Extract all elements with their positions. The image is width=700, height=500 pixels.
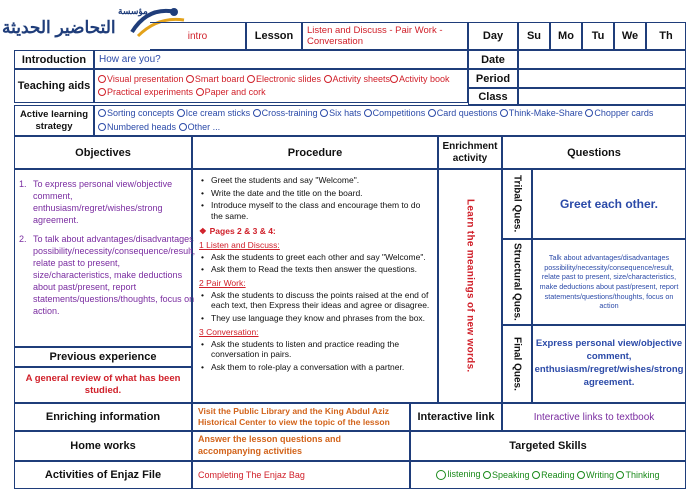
procedure-intro-list bbox=[199, 175, 431, 222]
list-item: • Write the date and the title on the board. bbox=[199, 188, 431, 199]
day-tu: Tu bbox=[582, 22, 614, 50]
circle-icon bbox=[483, 471, 491, 479]
enrichment-text: Learn the meanings of new words. bbox=[464, 199, 476, 373]
section-pair-work: 2 Pair Work: bbox=[199, 277, 246, 288]
list-item: • Ask the students to listen and practice reading the conversation in pairs. bbox=[199, 339, 431, 360]
aid-item: Practical experiments bbox=[98, 86, 196, 99]
period-field[interactable] bbox=[518, 69, 686, 88]
aid-item: Activity sheets bbox=[324, 73, 391, 86]
final-question: Express personal view/objective comment, enthusiasm/regret/wishes/strong agreement. bbox=[532, 325, 686, 403]
structural-label: Structural Ques. bbox=[502, 239, 532, 325]
circle-icon bbox=[98, 123, 106, 131]
pages-heading: ❖ Pages 2 & 3 & 4: bbox=[199, 225, 276, 236]
circle-icon bbox=[247, 75, 255, 83]
day-we: We bbox=[614, 22, 646, 50]
strategy-list bbox=[94, 105, 686, 136]
enrichment-body bbox=[438, 169, 502, 403]
logo-line2: التحاضير الحديثة bbox=[2, 18, 116, 37]
skill-item: Reading bbox=[532, 470, 577, 480]
previous-experience-value: A general review of what has been studied. bbox=[14, 367, 192, 403]
objective-2: 2. To talk about advantages/disadvantages possibility/necessity/consequence/result, relate past to present, size/characteristics, make deductions about past/present, report statements/questions/thoughts, focus on action. bbox=[19, 233, 196, 317]
enjaz-value: Completing The Enjaz Bag bbox=[192, 461, 410, 489]
list-item: • Ask them to Read the texts then answer the questions. bbox=[199, 264, 431, 275]
date-field[interactable] bbox=[518, 50, 686, 69]
tribal-question: Greet each other. bbox=[532, 169, 686, 239]
day-label: Day bbox=[468, 22, 518, 50]
period-label: Period bbox=[468, 69, 518, 88]
circle-icon bbox=[324, 75, 332, 83]
objectives-body bbox=[14, 169, 196, 347]
day-th: Th bbox=[646, 22, 686, 50]
circle-icon bbox=[186, 75, 194, 83]
circle-icon bbox=[428, 109, 436, 117]
enriching-value: Visit the Public Library and the King Abdul Aziz Historical Center to view the topic of the lesson bbox=[192, 403, 410, 431]
strategy-item: Six hats bbox=[320, 107, 364, 121]
strategy-item: Ice cream sticks bbox=[177, 107, 253, 121]
questions-header: Questions bbox=[502, 136, 686, 169]
list-item: • Ask the students to greet each other and say "Welcome". bbox=[199, 252, 431, 263]
lesson-title: Listen and Discuss - Pair Work - Conversation bbox=[302, 22, 468, 50]
partial-title: intro bbox=[150, 22, 246, 50]
procedure-s2-list bbox=[199, 290, 431, 324]
circle-icon bbox=[436, 470, 446, 480]
section-listen-discuss: 1 Listen and Discuss: bbox=[199, 239, 280, 250]
final-label: Final Ques. bbox=[502, 325, 532, 403]
skill-item: Speaking bbox=[483, 470, 532, 480]
aid-item: Smart board bbox=[186, 73, 247, 86]
teaching-aids-label: Teaching aids bbox=[14, 69, 94, 103]
list-item: • They use language they know and phrases from the box. bbox=[199, 313, 431, 324]
circle-icon bbox=[98, 75, 106, 83]
introduction-label: Introduction bbox=[14, 50, 94, 69]
logo-line1: مؤسسة bbox=[118, 6, 148, 16]
day-su: Su bbox=[518, 22, 550, 50]
aid-item: Electronic slides bbox=[247, 73, 324, 86]
circle-icon bbox=[500, 109, 508, 117]
skill-item: Thinking bbox=[616, 470, 659, 480]
teaching-aids-list bbox=[94, 69, 468, 103]
circle-icon bbox=[532, 471, 540, 479]
tribal-label: Tribal Ques. bbox=[502, 169, 532, 239]
strategy-item: Numbered heads bbox=[98, 121, 179, 135]
enrichment-header: Enrichment activity bbox=[438, 136, 502, 169]
strategy-item: Sorting concepts bbox=[98, 107, 177, 121]
strategy-item: Think-Make-Share bbox=[500, 107, 586, 121]
class-label: Class bbox=[468, 88, 518, 105]
previous-experience-label: Previous experience bbox=[14, 347, 192, 367]
procedure-header: Procedure bbox=[192, 136, 438, 169]
circle-icon bbox=[179, 123, 187, 131]
enjaz-label: Activities of Enjaz File bbox=[14, 461, 192, 489]
circle-icon bbox=[98, 109, 106, 117]
list-item: • Introduce myself to the class and encourage them to do the same. bbox=[199, 200, 431, 221]
circle-icon bbox=[364, 109, 372, 117]
skills-list bbox=[410, 461, 686, 489]
list-item: • Greet the students and say "Welcome". bbox=[199, 175, 431, 186]
circle-icon bbox=[577, 471, 585, 479]
circle-icon bbox=[196, 88, 204, 96]
procedure-body bbox=[192, 169, 438, 403]
strategy-item: Cross-training bbox=[253, 107, 321, 121]
targeted-skills-label: Targeted Skills bbox=[410, 431, 686, 461]
skill-item: Writing bbox=[577, 470, 616, 480]
aid-item: Activity book bbox=[390, 73, 452, 86]
section-conversation: 3 Conversation: bbox=[199, 326, 259, 337]
procedure-s3-list bbox=[199, 339, 431, 373]
flower-icon: ❖ bbox=[199, 225, 207, 236]
enriching-label: Enriching information bbox=[14, 403, 192, 431]
circle-icon bbox=[616, 471, 624, 479]
circle-icon bbox=[390, 75, 398, 83]
introduction-value: How are you? bbox=[94, 50, 468, 69]
objective-1: 1. To express personal view/objective comment, enthusiasm/regret/wishes/strong agreement. bbox=[19, 179, 173, 226]
interactive-link-label: Interactive link bbox=[410, 403, 502, 431]
lesson-label: Lesson bbox=[246, 22, 302, 50]
aid-item: Visual presentation bbox=[98, 73, 186, 86]
strategy-item: Chopper cards bbox=[585, 107, 656, 121]
class-field[interactable] bbox=[518, 88, 686, 105]
day-mo: Mo bbox=[550, 22, 582, 50]
list-item: • Ask the students to discuss the points raised at the end of each text, then Express their ideas and agree or disagree. bbox=[199, 290, 431, 311]
list-item: • Ask them to role-play a conversation with a partner. bbox=[199, 362, 431, 373]
skill-item: listening bbox=[436, 469, 483, 480]
homework-value: Answer the lesson questions and accompanying activities bbox=[192, 431, 410, 461]
circle-icon bbox=[98, 88, 106, 96]
strategy-item: Competitions bbox=[364, 107, 428, 121]
strategy-item: Other ... bbox=[179, 121, 221, 135]
circle-icon bbox=[585, 109, 593, 117]
circle-icon bbox=[320, 109, 328, 117]
objectives-header: Objectives bbox=[14, 136, 192, 169]
strategy-item: Card questions bbox=[428, 107, 500, 121]
circle-icon bbox=[253, 109, 261, 117]
interactive-link[interactable]: Interactive links to textbook bbox=[502, 403, 686, 431]
structural-question: Talk about advantages/disadvantages possibility/necessity/consequence/result, relate past to present, size/characteristics, make deductions about past/present, report statements/questions/thoughts, focus on action bbox=[532, 239, 686, 325]
homework-label: Home works bbox=[14, 431, 192, 461]
strategy-label: Active learning strategy bbox=[14, 105, 94, 136]
aid-item: Paper and cork bbox=[196, 86, 266, 99]
date-label: Date bbox=[468, 50, 518, 69]
procedure-s1-list bbox=[199, 252, 431, 275]
circle-icon bbox=[177, 109, 185, 117]
